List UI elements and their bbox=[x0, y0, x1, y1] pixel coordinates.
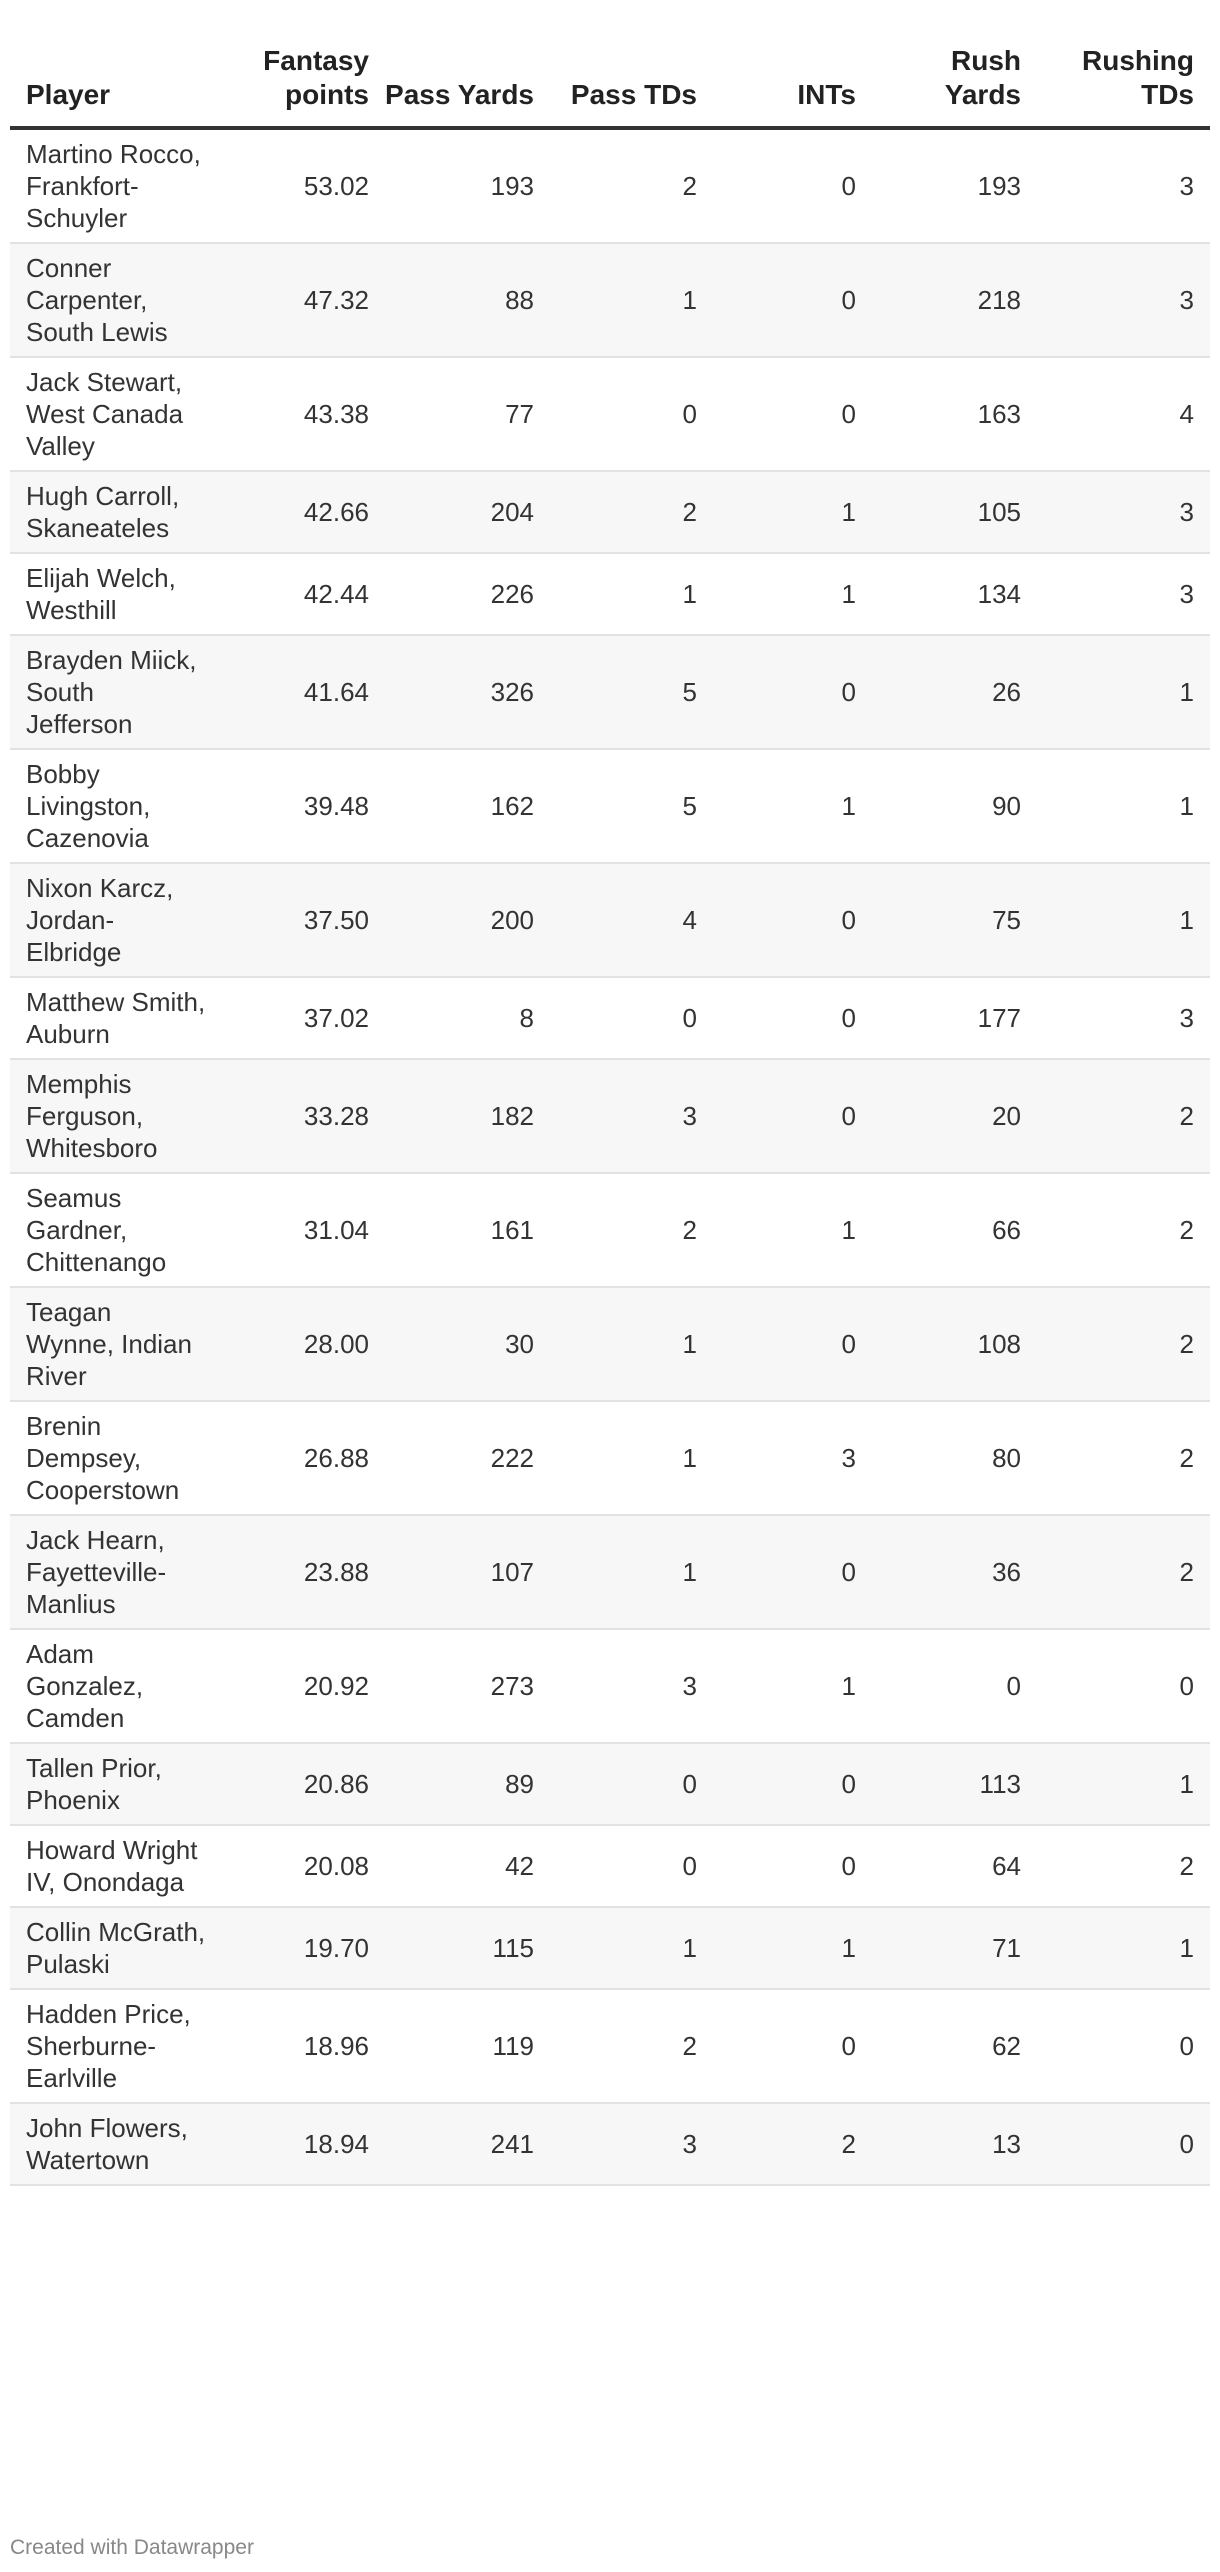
player-cell: Tallen Prior, Phoenix bbox=[10, 1743, 212, 1825]
footer-credit: Created with Datawrapper bbox=[10, 2536, 254, 2559]
ints-cell: 2 bbox=[713, 2103, 872, 2185]
table-row bbox=[10, 1401, 1210, 1515]
table-row bbox=[10, 553, 1210, 635]
stats-table bbox=[10, 40, 1210, 2186]
ints-cell: 0 bbox=[713, 128, 872, 243]
player-cell: Teagan Wynne, Indian River bbox=[10, 1287, 212, 1401]
pass-tds-cell: 5 bbox=[550, 635, 713, 749]
player-cell: Hadden Price, Sherburne-Earlville bbox=[10, 1989, 212, 2103]
player-cell: John Flowers, Watertown bbox=[10, 2103, 212, 2185]
rushing-tds-cell: 2 bbox=[1037, 1287, 1210, 1401]
table-row bbox=[10, 1629, 1210, 1743]
pass-tds-cell: 3 bbox=[550, 1059, 713, 1173]
rushing-tds-cell: 2 bbox=[1037, 1401, 1210, 1515]
table-row bbox=[10, 1059, 1210, 1173]
fantasy-points-cell: 33.28 bbox=[212, 1059, 385, 1173]
rushing-tds-cell: 1 bbox=[1037, 1907, 1210, 1989]
table-row bbox=[10, 977, 1210, 1059]
rush-yards-cell: 20 bbox=[872, 1059, 1037, 1173]
table-body bbox=[10, 128, 1210, 2185]
ints-cell: 0 bbox=[713, 1515, 872, 1629]
rushing-tds-cell: 3 bbox=[1037, 243, 1210, 357]
player-cell: Matthew Smith, Auburn bbox=[10, 977, 212, 1059]
ints-cell: 1 bbox=[713, 1173, 872, 1287]
player-cell: Adam Gonzalez, Camden bbox=[10, 1629, 212, 1743]
fantasy-points-cell: 39.48 bbox=[212, 749, 385, 863]
pass-yards-cell: 204 bbox=[385, 471, 550, 553]
pass-yards-cell: 30 bbox=[385, 1287, 550, 1401]
table-row bbox=[10, 1989, 1210, 2103]
fantasy-points-cell: 43.38 bbox=[212, 357, 385, 471]
table-row bbox=[10, 357, 1210, 471]
rush-yards-cell: 66 bbox=[872, 1173, 1037, 1287]
pass-yards-cell: 119 bbox=[385, 1989, 550, 2103]
rushing-tds-cell: 2 bbox=[1037, 1515, 1210, 1629]
ints-cell: 0 bbox=[713, 1825, 872, 1907]
ints-cell: 0 bbox=[713, 863, 872, 977]
fantasy-points-cell: 47.32 bbox=[212, 243, 385, 357]
rushing-tds-cell: 0 bbox=[1037, 1989, 1210, 2103]
pass-tds-cell: 4 bbox=[550, 863, 713, 977]
column-header-rush-yards[interactable]: Rush Yards bbox=[872, 40, 1037, 128]
rushing-tds-cell: 1 bbox=[1037, 749, 1210, 863]
ints-cell: 1 bbox=[713, 1629, 872, 1743]
pass-tds-cell: 2 bbox=[550, 1989, 713, 2103]
ints-cell: 1 bbox=[713, 471, 872, 553]
pass-yards-cell: 241 bbox=[385, 2103, 550, 2185]
column-header-player[interactable]: Player bbox=[10, 40, 212, 128]
ints-cell: 0 bbox=[713, 243, 872, 357]
ints-cell: 0 bbox=[713, 977, 872, 1059]
table-row bbox=[10, 863, 1210, 977]
player-cell: Bobby Livingston, Cazenovia bbox=[10, 749, 212, 863]
table-row bbox=[10, 1173, 1210, 1287]
pass-tds-cell: 0 bbox=[550, 357, 713, 471]
fantasy-points-cell: 31.04 bbox=[212, 1173, 385, 1287]
fantasy-points-cell: 26.88 bbox=[212, 1401, 385, 1515]
pass-tds-cell: 1 bbox=[550, 243, 713, 357]
rush-yards-cell: 134 bbox=[872, 553, 1037, 635]
rush-yards-cell: 90 bbox=[872, 749, 1037, 863]
fantasy-points-cell: 42.44 bbox=[212, 553, 385, 635]
pass-yards-cell: 226 bbox=[385, 553, 550, 635]
player-cell: Martino Rocco, Frankfort-Schuyler bbox=[10, 128, 212, 243]
pass-tds-cell: 1 bbox=[550, 1287, 713, 1401]
player-cell: Elijah Welch, Westhill bbox=[10, 553, 212, 635]
table-container bbox=[10, 40, 1210, 2186]
pass-tds-cell: 1 bbox=[550, 1515, 713, 1629]
table-row bbox=[10, 635, 1210, 749]
rush-yards-cell: 105 bbox=[872, 471, 1037, 553]
rushing-tds-cell: 0 bbox=[1037, 1629, 1210, 1743]
table-row bbox=[10, 1907, 1210, 1989]
fantasy-points-cell: 28.00 bbox=[212, 1287, 385, 1401]
fantasy-points-cell: 37.50 bbox=[212, 863, 385, 977]
pass-yards-cell: 42 bbox=[385, 1825, 550, 1907]
ints-cell: 0 bbox=[713, 1989, 872, 2103]
pass-tds-cell: 1 bbox=[550, 1907, 713, 1989]
table-row bbox=[10, 749, 1210, 863]
player-cell: Collin McGrath, Pulaski bbox=[10, 1907, 212, 1989]
rush-yards-cell: 13 bbox=[872, 2103, 1037, 2185]
player-cell: Nixon Karcz, Jordan-Elbridge bbox=[10, 863, 212, 977]
pass-yards-cell: 193 bbox=[385, 128, 550, 243]
rush-yards-cell: 62 bbox=[872, 1989, 1037, 2103]
rush-yards-cell: 193 bbox=[872, 128, 1037, 243]
pass-tds-cell: 2 bbox=[550, 128, 713, 243]
rush-yards-cell: 71 bbox=[872, 1907, 1037, 1989]
pass-yards-cell: 89 bbox=[385, 1743, 550, 1825]
pass-yards-cell: 161 bbox=[385, 1173, 550, 1287]
player-cell: Hugh Carroll, Skaneateles bbox=[10, 471, 212, 553]
rush-yards-cell: 36 bbox=[872, 1515, 1037, 1629]
rushing-tds-cell: 3 bbox=[1037, 977, 1210, 1059]
fantasy-points-cell: 23.88 bbox=[212, 1515, 385, 1629]
rushing-tds-cell: 2 bbox=[1037, 1825, 1210, 1907]
header-row bbox=[10, 40, 1210, 128]
fantasy-points-cell: 37.02 bbox=[212, 977, 385, 1059]
rush-yards-cell: 163 bbox=[872, 357, 1037, 471]
player-cell: Howard Wright IV, Onondaga bbox=[10, 1825, 212, 1907]
pass-tds-cell: 1 bbox=[550, 1401, 713, 1515]
fantasy-points-cell: 41.64 bbox=[212, 635, 385, 749]
ints-cell: 0 bbox=[713, 357, 872, 471]
pass-tds-cell: 3 bbox=[550, 1629, 713, 1743]
ints-cell: 1 bbox=[713, 553, 872, 635]
table-row bbox=[10, 128, 1210, 243]
rushing-tds-cell: 1 bbox=[1037, 863, 1210, 977]
pass-yards-cell: 8 bbox=[385, 977, 550, 1059]
pass-yards-cell: 182 bbox=[385, 1059, 550, 1173]
rushing-tds-cell: 1 bbox=[1037, 635, 1210, 749]
table-row bbox=[10, 2103, 1210, 2185]
pass-tds-cell: 0 bbox=[550, 1825, 713, 1907]
pass-tds-cell: 2 bbox=[550, 1173, 713, 1287]
pass-tds-cell: 3 bbox=[550, 2103, 713, 2185]
table-row bbox=[10, 243, 1210, 357]
rushing-tds-cell: 3 bbox=[1037, 471, 1210, 553]
table-row bbox=[10, 1287, 1210, 1401]
column-header-pass-yards[interactable]: Pass Yards bbox=[385, 40, 550, 128]
pass-yards-cell: 162 bbox=[385, 749, 550, 863]
rushing-tds-cell: 3 bbox=[1037, 553, 1210, 635]
fantasy-points-cell: 18.94 bbox=[212, 2103, 385, 2185]
pass-yards-cell: 200 bbox=[385, 863, 550, 977]
ints-cell: 1 bbox=[713, 1907, 872, 1989]
fantasy-points-cell: 42.66 bbox=[212, 471, 385, 553]
table-row bbox=[10, 471, 1210, 553]
pass-yards-cell: 77 bbox=[385, 357, 550, 471]
rush-yards-cell: 218 bbox=[872, 243, 1037, 357]
pass-tds-cell: 2 bbox=[550, 471, 713, 553]
pass-yards-cell: 222 bbox=[385, 1401, 550, 1515]
table-row bbox=[10, 1825, 1210, 1907]
rush-yards-cell: 64 bbox=[872, 1825, 1037, 1907]
rushing-tds-cell: 0 bbox=[1037, 2103, 1210, 2185]
fantasy-points-cell: 20.86 bbox=[212, 1743, 385, 1825]
pass-yards-cell: 115 bbox=[385, 1907, 550, 1989]
rushing-tds-cell: 2 bbox=[1037, 1173, 1210, 1287]
column-header-ints[interactable]: INTs bbox=[713, 40, 872, 128]
player-cell: Jack Hearn, Fayetteville-Manlius bbox=[10, 1515, 212, 1629]
rush-yards-cell: 26 bbox=[872, 635, 1037, 749]
rush-yards-cell: 80 bbox=[872, 1401, 1037, 1515]
column-header-pass-tds[interactable]: Pass TDs bbox=[550, 40, 713, 128]
column-header-fantasy-points[interactable]: Fantasy points bbox=[212, 40, 385, 128]
player-cell: Conner Carpenter, South Lewis bbox=[10, 243, 212, 357]
pass-tds-cell: 5 bbox=[550, 749, 713, 863]
rush-yards-cell: 0 bbox=[872, 1629, 1037, 1743]
ints-cell: 0 bbox=[713, 635, 872, 749]
fantasy-points-cell: 20.92 bbox=[212, 1629, 385, 1743]
pass-tds-cell: 1 bbox=[550, 553, 713, 635]
rushing-tds-cell: 3 bbox=[1037, 128, 1210, 243]
table-header bbox=[10, 40, 1210, 128]
pass-yards-cell: 326 bbox=[385, 635, 550, 749]
ints-cell: 3 bbox=[713, 1401, 872, 1515]
pass-yards-cell: 88 bbox=[385, 243, 550, 357]
fantasy-points-cell: 19.70 bbox=[212, 1907, 385, 1989]
table-row bbox=[10, 1743, 1210, 1825]
fantasy-points-cell: 20.08 bbox=[212, 1825, 385, 1907]
table-row bbox=[10, 1515, 1210, 1629]
ints-cell: 1 bbox=[713, 749, 872, 863]
player-cell: Brayden Miick, South Jefferson bbox=[10, 635, 212, 749]
fantasy-points-cell: 53.02 bbox=[212, 128, 385, 243]
player-cell: Jack Stewart, West Canada Valley bbox=[10, 357, 212, 471]
rushing-tds-cell: 4 bbox=[1037, 357, 1210, 471]
column-header-rushing-tds[interactable]: Rushing TDs bbox=[1037, 40, 1210, 128]
pass-tds-cell: 0 bbox=[550, 1743, 713, 1825]
rushing-tds-cell: 2 bbox=[1037, 1059, 1210, 1173]
ints-cell: 0 bbox=[713, 1287, 872, 1401]
rush-yards-cell: 75 bbox=[872, 863, 1037, 977]
pass-yards-cell: 107 bbox=[385, 1515, 550, 1629]
rush-yards-cell: 108 bbox=[872, 1287, 1037, 1401]
rush-yards-cell: 177 bbox=[872, 977, 1037, 1059]
pass-tds-cell: 0 bbox=[550, 977, 713, 1059]
pass-yards-cell: 273 bbox=[385, 1629, 550, 1743]
ints-cell: 0 bbox=[713, 1059, 872, 1173]
player-cell: Brenin Dempsey, Cooperstown bbox=[10, 1401, 212, 1515]
rushing-tds-cell: 1 bbox=[1037, 1743, 1210, 1825]
player-cell: Memphis Ferguson, Whitesboro bbox=[10, 1059, 212, 1173]
ints-cell: 0 bbox=[713, 1743, 872, 1825]
fantasy-points-cell: 18.96 bbox=[212, 1989, 385, 2103]
rush-yards-cell: 113 bbox=[872, 1743, 1037, 1825]
player-cell: Seamus Gardner, Chittenango bbox=[10, 1173, 212, 1287]
